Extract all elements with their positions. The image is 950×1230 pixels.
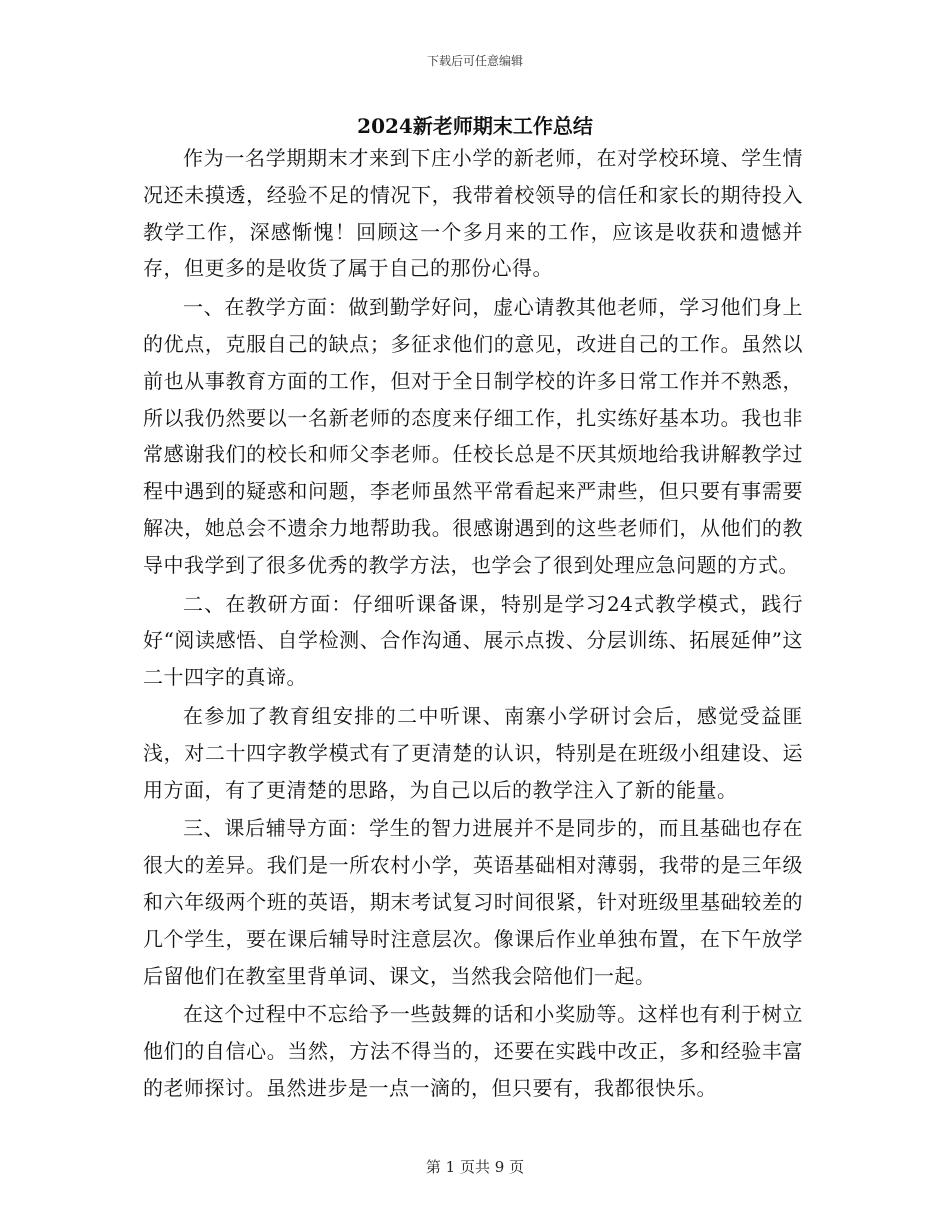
document-title: 2024新老师期末工作总结 xyxy=(357,114,593,138)
paragraph-teaching: 一、在教学方面：做到勤学好问，虚心请教其他老师，学习他们身上的优点，克服自己的缺点；多征求他们的意见，改进自己的工作。虽然以前也从事教育方面的工作，但对于全日制学校的许多日常工作并不熟悉，所以我仍然要以一名新老师的态度来仔细工作，扎实练好基本功。我也非常感谢我们的校长和师父李老师。任校长总是不厌其烦地给我讲解教学过程中遇到的疑惑和问题，李老师虽然平常看起来严肃些，但只要有事需要解决，她总会不遗余力地帮助我。很感谢遇到的这些老师们，从他们的教导中我学到了很多优秀的教学方法，也学会了很到处理应急问题的方式。 xyxy=(143,295,803,577)
paragraph-intro: 作为一名学期期末才来到下庄小学的新老师，在对学校环境、学生情况还未摸透，经验不足的情况下，我带着校领导的信任和家长的期待投入教学工作，深感惭愧！回顾这一个多月来的工作，应该是收获和遗憾并存，但更多的是收货了属于自己的那份心得。 xyxy=(143,146,803,281)
paragraph-seminar: 在参加了教育组安排的二中听课、南寨小学研讨会后，感觉受益匪浅，对二十四字教学模式有了更清楚的认识，特别是在班级小组建设、运用方面，有了更清楚的思路，为自己以后的教学注入了新的能量。 xyxy=(143,703,803,802)
document-body xyxy=(143,140,803,1109)
paragraph-tutoring: 三、课后辅导方面：学生的智力进展并不是同步的，而且基础也存在很大的差异。我们是一所农村小学，英语基础相对薄弱，我带的是三年级和六年级两个班的英语，期末考试复习时间很紧，针对班级里基础较差的几个学生，要在课后辅导时注意层次。像课后作业单独布置，在下午放学后留他们在教室里背单词、课文，当然我会陪他们一起。 xyxy=(143,816,803,988)
header-note: 下载后可任意编辑 xyxy=(426,54,523,68)
paragraph-encouragement: 在这个过程中不忘给予一些鼓舞的话和小奖励等。这样也有利于树立他们的自信心。当然，方法不得当的，还要在实践中改正，多和经验丰富的老师探讨。虽然进步是一点一滴的，但只要有，我都很快乐。 xyxy=(143,1002,803,1100)
page-number: 第 1 页共 9 页 xyxy=(425,1158,525,1176)
paragraph-research: 二、在教研方面：仔细听课备课，特别是学习24式教学模式，践行好“阅读感悟、自学检测、合作沟通、展示点拨、分层训练、拓展延伸”这二十四字的真谛。 xyxy=(143,591,803,690)
